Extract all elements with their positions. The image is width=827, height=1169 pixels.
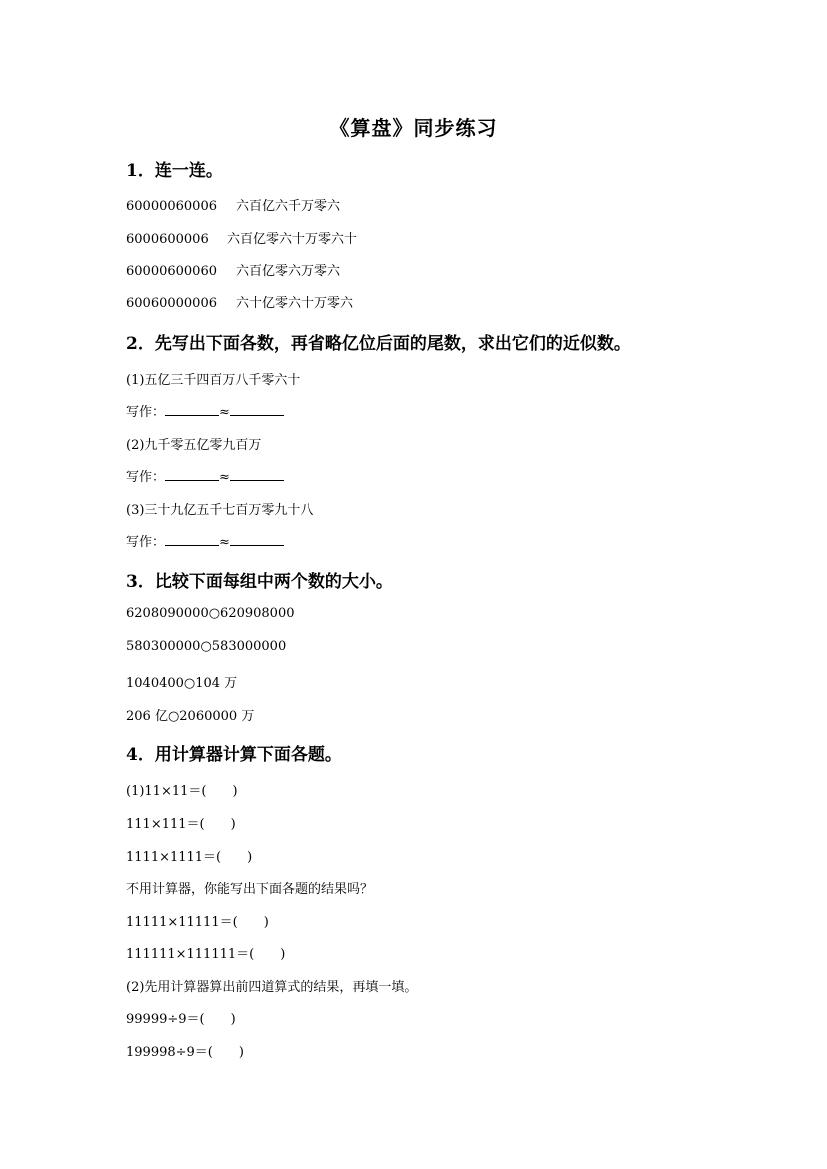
q2-prompt: (2)九千零五亿零九百万	[126, 438, 262, 453]
q3-comparison: 1040400○104 万	[126, 676, 238, 691]
q4-equation	[126, 1008, 236, 1027]
q1-number: 60000600060	[126, 264, 217, 279]
q3-comparison: 206 亿○2060000 万	[126, 709, 255, 724]
q1-chinese: 六百亿零六十万零六十	[227, 232, 358, 247]
q1-row	[126, 228, 357, 247]
q3-heading: 3．比较下面每组中两个数的大小。	[126, 572, 393, 592]
q3-comparison: 6208090000○620908000	[126, 606, 295, 621]
q1-number: 60060000006	[126, 296, 217, 311]
q4-equation	[126, 846, 252, 865]
q1-row	[126, 292, 353, 311]
close-paren: )	[280, 947, 286, 962]
q1-chinese: 六百亿零六万零六	[236, 264, 341, 279]
answer-blank[interactable]	[230, 468, 284, 481]
q1-chinese: 六十亿零六十万零六	[236, 296, 354, 311]
q4-equation	[126, 911, 269, 930]
answer-blank[interactable]	[165, 533, 219, 546]
equation-text: 11111×11111＝(	[126, 915, 238, 930]
close-paren: )	[247, 850, 253, 865]
answer-blank[interactable]	[230, 533, 284, 546]
approx-sign: ≈	[219, 405, 230, 420]
close-paren: )	[230, 1012, 236, 1027]
q2-prompt: (3)三十九亿五千七百万零九十八	[126, 503, 314, 518]
q1-number: 6000600006	[126, 232, 209, 247]
q3-comparison: 580300000○583000000	[126, 639, 287, 654]
q1-row	[126, 195, 340, 214]
q2-answer-line	[126, 466, 284, 485]
equation-text: 199998÷9＝(	[126, 1045, 213, 1060]
q4-instruction: (2)先用计算器算出前四道算式的结果，再填一填。	[126, 980, 418, 995]
close-paren: )	[232, 784, 238, 799]
q4-equation	[126, 943, 285, 962]
q4-equation	[126, 780, 238, 799]
q2-answer-line	[126, 401, 284, 420]
equation-text: 99999÷9＝(	[126, 1012, 205, 1027]
q1-heading: 1．连一连。	[126, 161, 223, 181]
equation-text: 111×111＝(	[126, 817, 205, 832]
approx-sign: ≈	[219, 535, 230, 550]
write-label: 写作：	[126, 470, 166, 485]
answer-blank[interactable]	[165, 403, 219, 416]
equation-text: 111111×111111＝(	[126, 947, 255, 962]
q2-heading: 2．先写出下面各数，再省略亿位后面的尾数，求出它们的近似数。	[126, 334, 631, 354]
q2-answer-line	[126, 531, 284, 550]
approx-sign: ≈	[219, 470, 230, 485]
close-paren: )	[263, 915, 269, 930]
q4-equation	[126, 1041, 244, 1060]
close-paren: )	[230, 817, 236, 832]
page-title: 《算盘》同步练习	[329, 116, 498, 140]
q4-heading: 4．用计算器计算下面各题。	[126, 745, 342, 765]
q2-prompt: (1)五亿三千四百万八千零六十	[126, 373, 301, 388]
answer-blank[interactable]	[230, 403, 284, 416]
q4-instruction: 不用计算器，你能写出下面各题的结果吗？	[126, 882, 374, 897]
q4-equation	[126, 813, 236, 832]
answer-blank[interactable]	[165, 468, 219, 481]
q1-number: 60000060006	[126, 199, 217, 214]
equation-text: 1111×1111＝(	[126, 850, 222, 865]
q1-chinese: 六百亿六千万零六	[236, 199, 341, 214]
q1-row	[126, 260, 340, 279]
equation-text: (1)11×11＝(	[126, 784, 207, 799]
write-label: 写作：	[126, 535, 166, 550]
close-paren: )	[238, 1045, 244, 1060]
write-label: 写作：	[126, 405, 166, 420]
